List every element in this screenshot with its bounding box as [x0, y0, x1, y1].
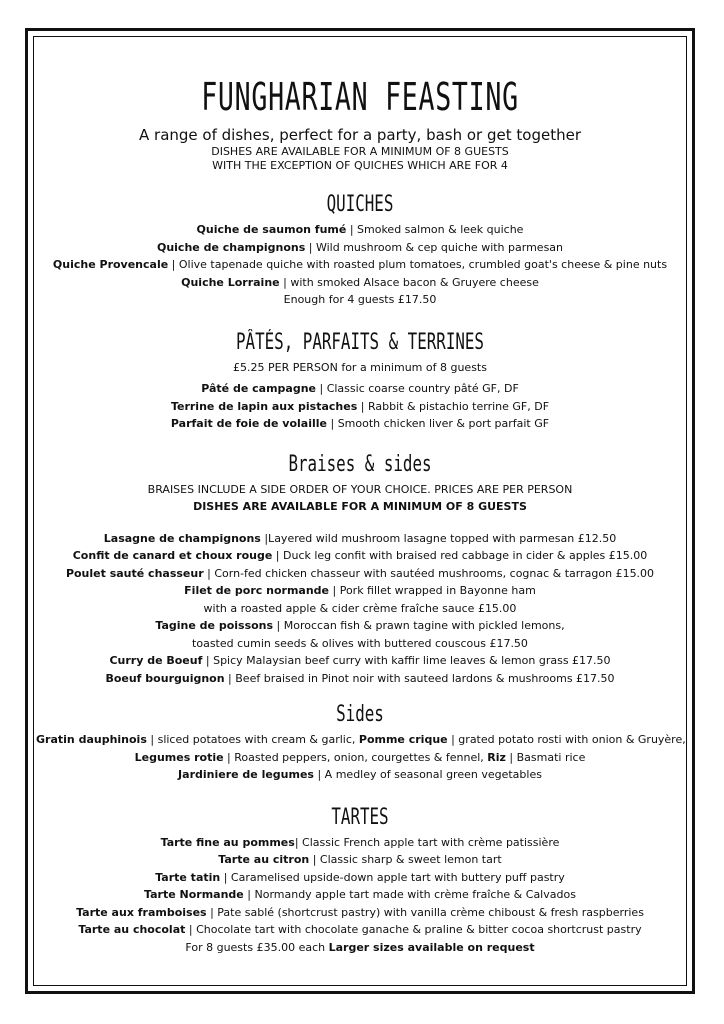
menu-item	[36, 530, 684, 548]
tartes-price: For 8 guests £35.00 each	[185, 940, 329, 954]
tartes-heading: TARTES	[331, 804, 389, 830]
quiches-section	[36, 189, 684, 309]
item-name: Tarte au chocolat	[78, 923, 186, 936]
sides-heading: Sides	[336, 702, 384, 727]
item-desc: | Rabbit & pistachio terrine GF, DF	[357, 399, 550, 413]
sides-line	[36, 749, 684, 767]
menu-item	[36, 652, 684, 670]
item-desc: | Caramelised upside-down apple tart with buttery puff pastry	[220, 870, 565, 884]
menu-item	[36, 565, 684, 583]
item-desc: | Smooth chicken liver & port parfait GF	[327, 417, 550, 430]
menu-item	[36, 617, 684, 635]
item-name: Riz	[487, 750, 506, 764]
menu-tagline: A range of dishes, perfect for a party, bash or get together	[139, 126, 581, 144]
item-name: Tarte au citron	[218, 853, 310, 866]
menu-item-continued	[36, 600, 684, 618]
item-name: Quiche Provencale	[52, 258, 169, 271]
sides-section	[36, 699, 684, 784]
item-desc: | grated potato rosti with onion & Gruyère,	[447, 733, 686, 746]
item-desc: | Chocolate tart with chocolate ganache & praline & bitter cocoa shortcrust pastry	[185, 923, 642, 936]
item-name: Poulet sauté chasseur	[65, 566, 204, 580]
minimum-guests-note: DISHES ARE AVAILABLE FOR A MINIMUM OF 8 GUESTS	[211, 145, 509, 158]
item-desc: | Classic sharp & sweet lemon tart	[309, 853, 502, 866]
item-desc: | Wild mushroom & cep quiche with parmesan	[305, 240, 564, 254]
menu-item	[36, 415, 684, 433]
braises-heading: Braises & sides	[288, 451, 432, 477]
quiche-exception-note: WITH THE EXCEPTION OF QUICHES WHICH ARE FOR 4	[212, 159, 508, 172]
pates-heading: PÂTÉS, PARFAITS & TERRINES	[236, 329, 484, 355]
item-name: Jardiniere de legumes	[178, 768, 314, 781]
item-desc: | Duck leg confit with braised red cabbage in cider & apples £15.00	[272, 549, 648, 562]
item-name: Tagine de poissons	[155, 619, 274, 632]
braises-minimum-note: DISHES ARE AVAILABLE FOR A MINIMUM OF 8 GUESTS	[193, 500, 527, 513]
braises-side-note: BRAISES INCLUDE A SIDE ORDER OF YOUR CHOICE. PRICES ARE PER PERSON	[147, 482, 573, 496]
item-name: Lasagne de champignons	[103, 531, 261, 545]
item-name: Pomme crique	[358, 733, 448, 746]
item-desc: | Corn-fed chicken chasseur with sautéed mushrooms, cognac & tarragon £15.00	[203, 566, 655, 580]
item-desc: | Pork fillet wrapped in Bayonne ham	[329, 584, 536, 597]
pates-price-note: £5.25 PER PERSON for a minimum of 8 guests	[233, 360, 487, 374]
quiche-price-note: Enough for 4 guests £17.50	[283, 293, 437, 306]
menu-item	[36, 398, 684, 416]
menu-title: FUNGHARIAN FEASTING	[201, 75, 519, 119]
larger-sizes-note: Larger sizes available on request	[328, 940, 535, 954]
item-name: Pâté de campagne	[201, 382, 316, 395]
sides-line	[36, 766, 684, 784]
menu-item	[36, 851, 684, 869]
menu-item	[36, 582, 684, 600]
pates-section	[36, 327, 684, 433]
menu-item	[36, 921, 684, 939]
menu-item	[36, 221, 684, 239]
menu-item	[36, 834, 684, 852]
menu-item	[36, 869, 684, 887]
tartes-price-note	[36, 939, 684, 957]
item-desc: | Pate sablé (shortcrust pastry) with vanilla crème chiboust & fresh raspberries	[206, 905, 644, 919]
item-name: Confit de canard et choux rouge	[72, 549, 273, 562]
item-name: Tarte Normande	[144, 888, 244, 901]
sides-line	[36, 731, 684, 749]
item-desc: | Classic coarse country pâté GF, DF	[316, 382, 519, 395]
item-desc: with a roasted apple & cider crème fraîche sauce £15.00	[203, 601, 517, 615]
braises-section	[36, 449, 684, 688]
menu-item	[36, 274, 684, 292]
item-name: Filet de porc normande	[184, 584, 329, 597]
menu-item	[36, 670, 684, 688]
menu-item	[36, 547, 684, 565]
menu-item	[36, 256, 684, 274]
item-desc: | with smoked Alsace bacon & Gruyere cheese	[279, 275, 539, 289]
item-desc: | Olive tapenade quiche with roasted plum tomatoes, crumbled goat's cheese & pine nuts	[168, 258, 668, 271]
menu-item	[36, 239, 684, 257]
item-desc: | Classic French apple tart with crème patissière	[294, 835, 560, 849]
item-desc: |Layered wild mushroom lasagne topped with parmesan £12.50	[260, 531, 617, 545]
item-name: Gratin dauphinois	[36, 733, 147, 746]
menu-item-continued	[36, 635, 684, 653]
item-desc: | Normandy apple tart made with crème fraîche & Calvados	[243, 888, 576, 901]
item-name: Tarte fine au pommes	[160, 835, 295, 849]
item-desc: | Moroccan fish & prawn tagine with pickled lemons,	[273, 619, 565, 632]
item-desc: toasted cumin seeds & olives with buttered couscous £17.50	[192, 636, 528, 650]
item-desc: | Beef braised in Pinot noir with sauteed lardons & mushrooms £17.50	[224, 671, 615, 685]
item-name: Quiche de champignons	[156, 240, 306, 254]
item-name: Terrine de lapin aux pistaches	[170, 399, 358, 413]
tartes-section	[36, 802, 684, 957]
quiches-heading: QUICHES	[326, 192, 394, 217]
item-desc: | Roasted peppers, onion, courgettes & fennel,	[223, 750, 488, 764]
item-desc: | Smoked salmon & leek quiche	[346, 223, 524, 236]
item-desc: | Basmati rice	[505, 750, 586, 764]
item-name: Curry de Boeuf	[109, 654, 203, 667]
item-name: Quiche de saumon fumé	[196, 223, 347, 236]
menu-item	[36, 886, 684, 904]
item-desc: | A medley of seasonal green vegetables	[313, 768, 542, 781]
item-name: Quiche Lorraine	[181, 275, 280, 289]
item-name: Legumes rotie	[134, 750, 224, 764]
item-name: Parfait de foie de volaille	[170, 417, 327, 430]
menu-item	[36, 904, 684, 922]
item-name: Boeuf bourguignon	[105, 671, 225, 685]
item-name: Tarte tatin	[155, 870, 221, 884]
item-name: Tarte aux framboises	[76, 905, 207, 919]
menu-content	[36, 72, 684, 956]
item-desc: | sliced potatoes with cream & garlic,	[146, 733, 359, 746]
menu-item	[36, 380, 684, 398]
item-desc: | Spicy Malaysian beef curry with kaffir lime leaves & lemon grass £17.50	[202, 654, 611, 667]
